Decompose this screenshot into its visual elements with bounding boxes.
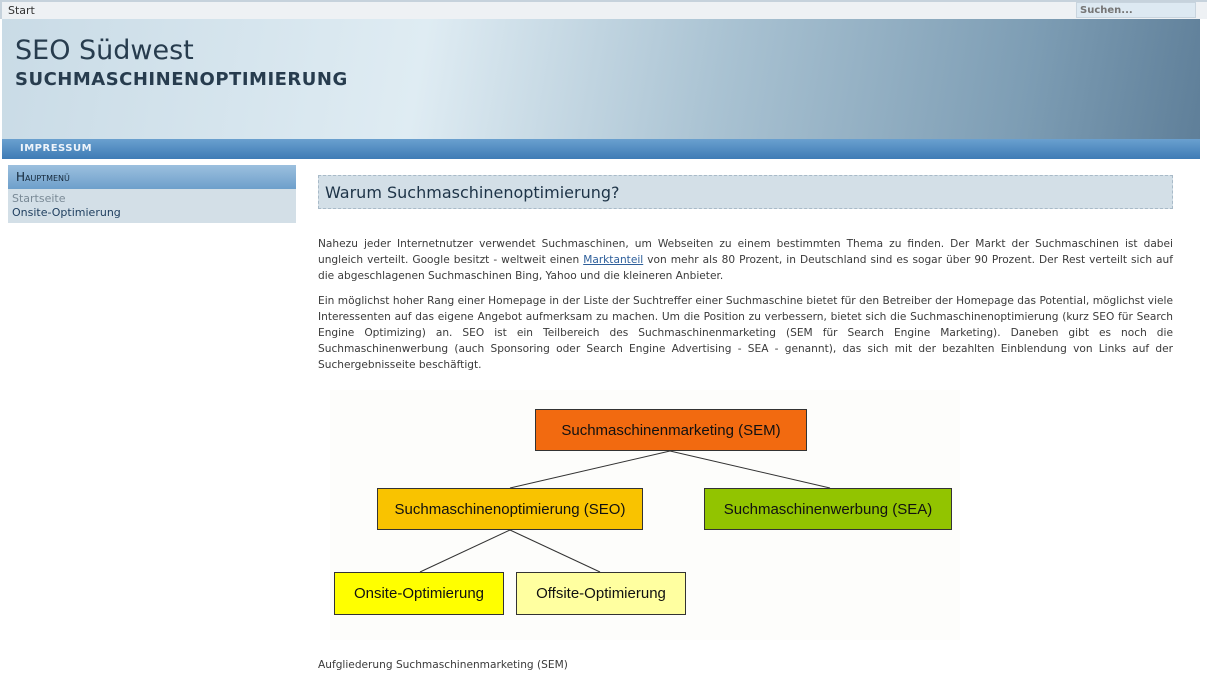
diagram-caption: Aufgliederung Suchmaschinenmarketing (SEM)	[318, 659, 568, 671]
site-header	[2, 19, 1200, 139]
connector-line	[510, 530, 600, 572]
page-title: Warum Suchmaschinenoptimierung?	[318, 175, 1173, 209]
box-sem: Suchmaschinenmarketing (SEM)	[535, 409, 807, 451]
search-input[interactable]	[1076, 2, 1196, 18]
top-bar	[0, 0, 1207, 19]
p1-text-end: von mehr als 80 Prozent, in Deutschland sind es sogar über 90 Prozent. Der Rest verteilt sich auf die abgeschlagenen Suchmaschinen Bing, Yahoo und die kleineren Anbieter.	[318, 254, 1173, 282]
connector-line	[510, 451, 670, 488]
site-subtitle: SUCHMASCHINENOPTIMIERUNG	[15, 69, 348, 90]
sidebar-main-menu	[8, 165, 296, 223]
sidebar-item-onsite[interactable]: Onsite-Optimierung	[12, 206, 121, 219]
link-marktanteil[interactable]: Marktanteil	[583, 254, 644, 266]
paragraph-2: Ein möglichst hoher Rang einer Homepage in der Liste der Suchtreffer einer Suchmaschine bietet für den Betreiber der Homepage das Potential, möglichst viele Interessenten auf das eigene Angebot aufmerksam zu machen. Um die Position zu verbessern, bietet sich die Suchmaschinenoptimierung (kurz SEO für Search Engine Optimizing) an. SEO ist ein Teilbereich des Suchmaschinenmarketing (SEM für Search Engine Marketing). Daneben gibt es noch die Suchmaschinenwerbung (auch Sponsoring oder Search Engine Advertising - SEA - genannt), das sich mit der bezahlten Einblendung von Links auf der Suchergebnisseite beschäftigt.	[318, 295, 1173, 371]
connector-line	[670, 451, 830, 488]
top-nav	[2, 139, 1200, 159]
paragraph-1	[318, 236, 1173, 284]
box-offsite: Offsite-Optimierung	[516, 572, 686, 615]
p1-text: Nahezu jeder Internetnutzer verwendet Suchmaschinen, um Webseiten zu einem bestimmten Thema zu finden. Der Markt der Suchmaschinen ist dabei ungleich verteilt. Google besitzt - weltweit einen	[318, 238, 1173, 266]
connector-line	[420, 530, 510, 572]
nav-impressum[interactable]: IMPRESSUM	[20, 143, 93, 154]
breadcrumb-start[interactable]: Start	[8, 4, 35, 17]
box-seo: Suchmaschinenoptimierung (SEO)	[377, 488, 643, 530]
box-sea: Suchmaschinenwerbung (SEA)	[704, 488, 952, 530]
box-onsite: Onsite-Optimierung	[334, 572, 504, 615]
sem-diagram	[330, 390, 960, 640]
site-title[interactable]: SEO Südwest	[15, 35, 194, 66]
sidebar-heading: Hauptmenü	[8, 165, 296, 189]
sidebar-item-startseite[interactable]: Startseite	[12, 192, 66, 205]
